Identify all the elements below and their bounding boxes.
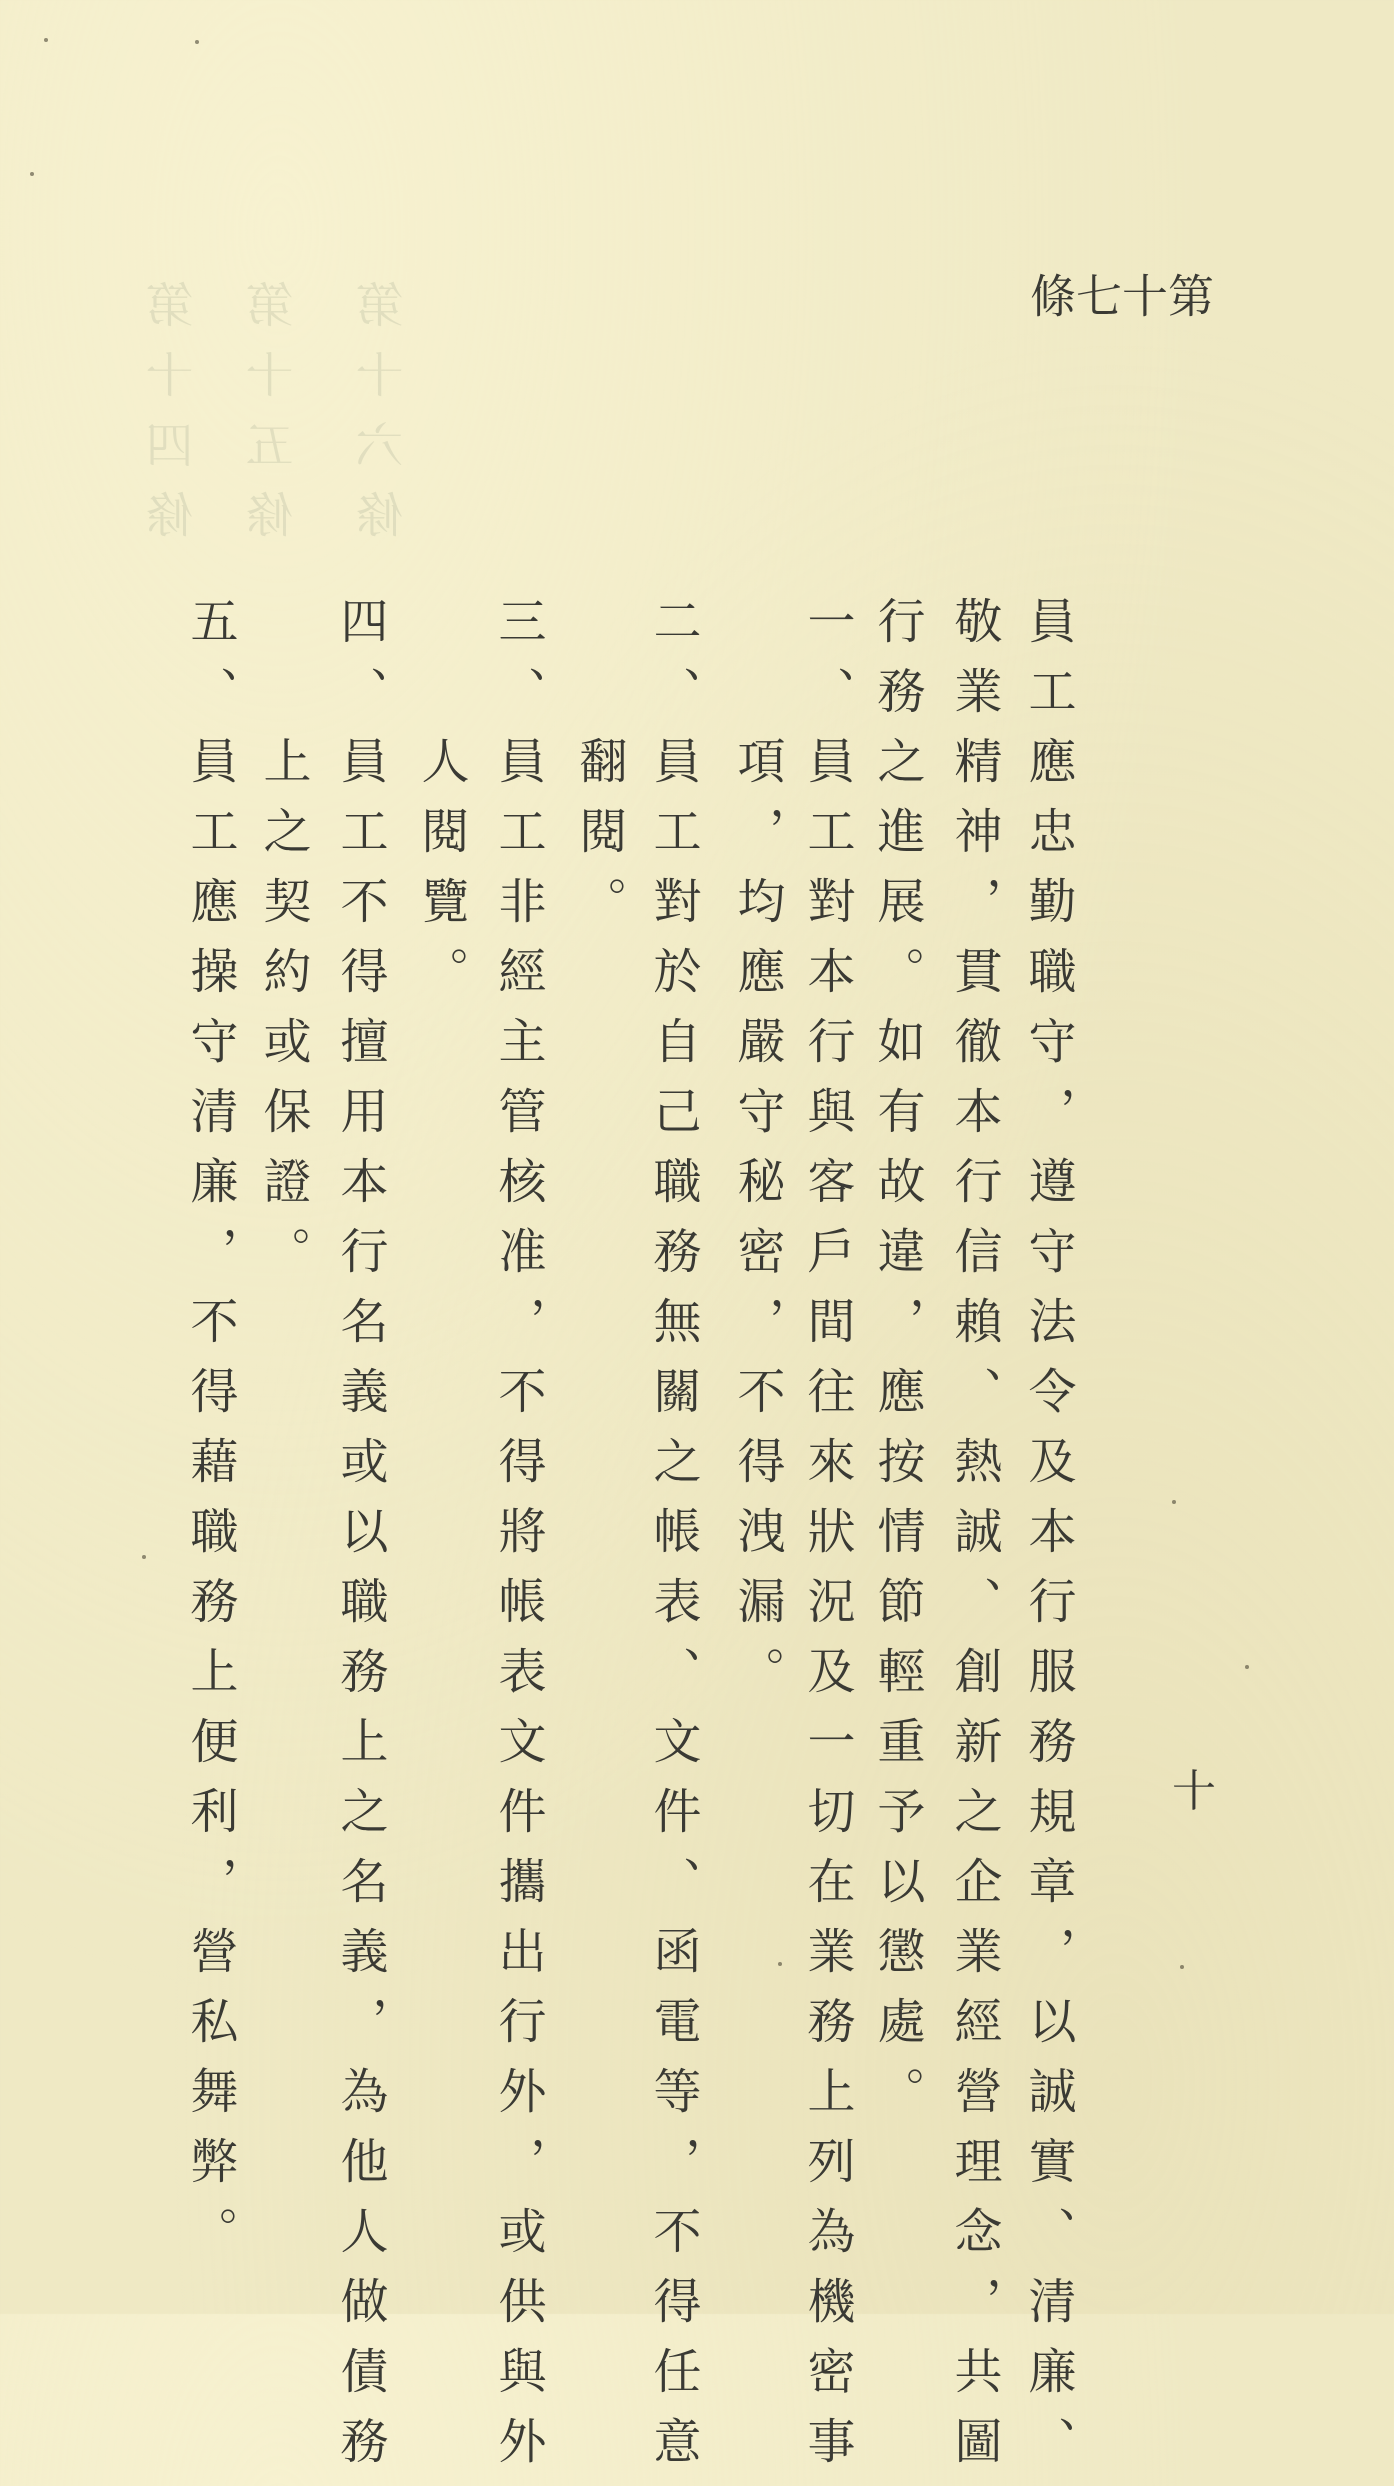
clause-1: 一、員工對本行與客戶間往來狀況及一切在業務上列為機密事 [799,596,855,2486]
article-title-char: 七 [1069,272,1123,318]
clause-3-continuation: 人閱覽。 [413,736,469,1016]
paper-speck [778,1962,782,1966]
clause-4-continuation: 上之契約或保證。 [255,736,311,1296]
article-title-char: 十 [1115,272,1169,318]
body-column-1: 員工應忠勤職守，遵守法令及本行服務規章，以誠實、清廉、 [1020,596,1076,2486]
article-title-char: 第 [1161,272,1215,318]
body-column-2: 敬業精神，貫徹本行信賴、熱誠、創新之企業經營理念，共圖 [946,596,1002,2486]
paper-speck [1245,1665,1249,1669]
clause-3: 三、員工非經主管核准，不得將帳表文件攜出行外，或供與外 [490,596,546,2486]
paper-speck [142,1555,146,1559]
article-title [1023,272,1215,354]
article-title-char: 條 [1023,272,1077,318]
clause-4: 四、員工不得擅用本行名義或以職務上之名義，為他人做債務 [332,596,388,2486]
clause-2-continuation: 翻閱。 [571,736,627,946]
show-through-text: 第十六條 [356,280,412,560]
paper-speck [44,38,48,42]
body-column-3: 行務之進展。如有故違，應按情節輕重予以懲處。 [869,596,925,2136]
paper-speck [1172,1500,1176,1504]
page-number: 十 [1172,1766,1216,1817]
paper-speck [30,172,34,176]
paper-speck [1180,1965,1184,1969]
clause-1-continuation: 項，均應嚴守秘密，不得洩漏。 [729,736,785,1716]
clause-5: 五、員工應操守清廉，不得藉職務上便利，營私舞弊。 [182,596,238,2276]
paper-speck [195,40,199,44]
show-through-text: 第十五條 [246,280,302,560]
clause-2: 二、員工對於自己職務無關之帳表、文件、函電等，不得任意 [645,596,701,2486]
show-through-text: 第十四條 [146,280,202,560]
